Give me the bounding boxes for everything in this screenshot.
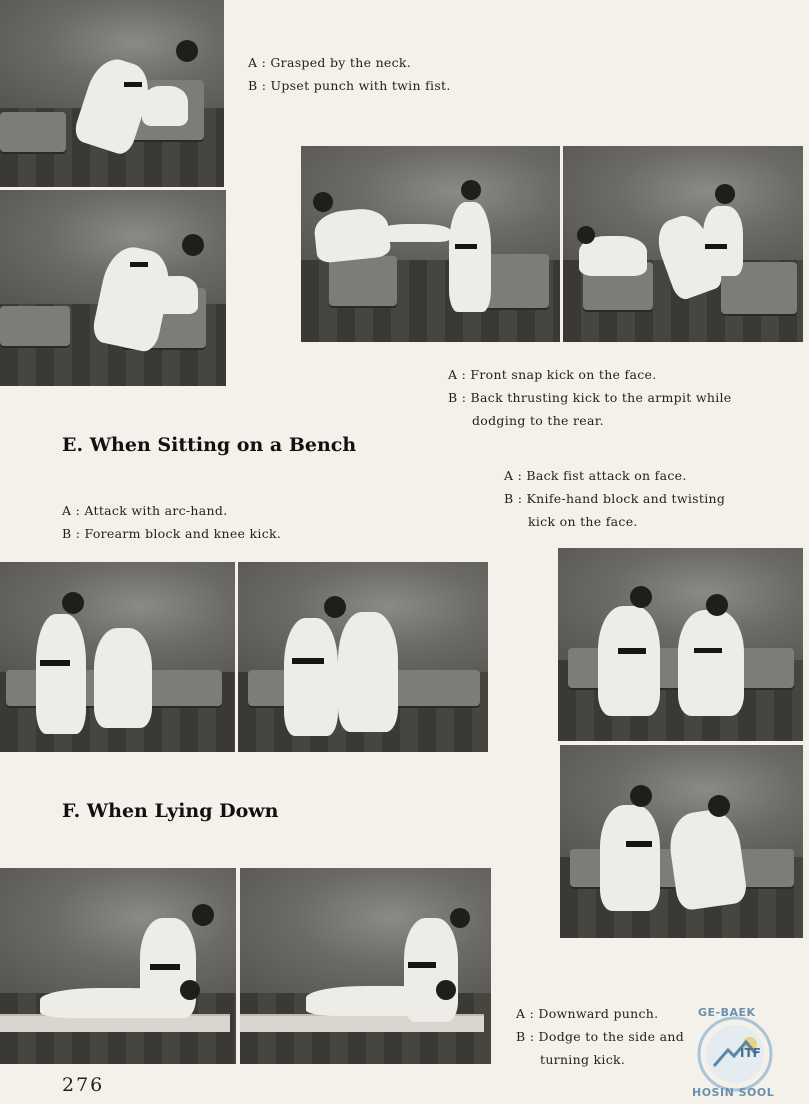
backfist-caption-b-line2: kick on the face. xyxy=(528,514,638,529)
backfist-caption xyxy=(504,464,725,533)
section-heading-lying: F. When Lying Down xyxy=(62,800,279,822)
lying-photo-1 xyxy=(0,868,236,1064)
ge-baek-logo xyxy=(676,1006,794,1100)
bench-photo-2 xyxy=(238,562,488,752)
chair-kick-photo-1 xyxy=(301,146,560,342)
backfist-caption-a: A : Back fist attack on face. xyxy=(504,468,687,483)
lying-caption-a: A : Downward punch. xyxy=(516,1006,659,1021)
snap-kick-caption-a: A : Front snap kick on the face. xyxy=(448,367,657,382)
backfist-caption-b-line1: B : Knife-hand block and twisting xyxy=(504,491,726,506)
section-heading-bench: E. When Sitting on a Bench xyxy=(62,434,357,456)
backfist-photo-1 xyxy=(558,548,803,741)
neck-caption-a: A : Grasped by the neck. xyxy=(248,55,412,70)
snap-kick-caption-b-line1: B : Back thrusting kick to the armpit while xyxy=(448,390,732,405)
neck-grab-caption xyxy=(248,51,451,97)
logo-top-text: GE-BAEK xyxy=(698,1006,756,1019)
bench-photo-1 xyxy=(0,562,235,752)
page-number: 276 xyxy=(62,1074,105,1096)
logo-bottom-text: HOSIN SOOL xyxy=(692,1086,775,1099)
lying-caption xyxy=(516,1002,684,1071)
neck-caption-b: B : Upset punch with twin fist. xyxy=(248,78,451,93)
backfist-photo-2 xyxy=(560,745,803,938)
snap-kick-caption-b-line2: dodging to the rear. xyxy=(472,413,604,428)
logo-middle-text: ITF xyxy=(740,1046,761,1060)
lying-caption-b-line2: turning kick. xyxy=(540,1052,626,1067)
lying-photo-2 xyxy=(240,868,491,1064)
bench-caption-a: A : Attack with arc-hand. xyxy=(62,503,228,518)
neck-grab-photo-2 xyxy=(0,190,226,386)
lying-caption-b-line1: B : Dodge to the side and xyxy=(516,1029,685,1044)
snap-kick-caption xyxy=(448,363,732,432)
chair-kick-photo-2 xyxy=(563,146,803,342)
bench-caption-b: B : Forearm block and knee kick. xyxy=(62,526,282,541)
neck-grab-photo-1 xyxy=(0,0,224,187)
bench-caption xyxy=(62,499,281,545)
